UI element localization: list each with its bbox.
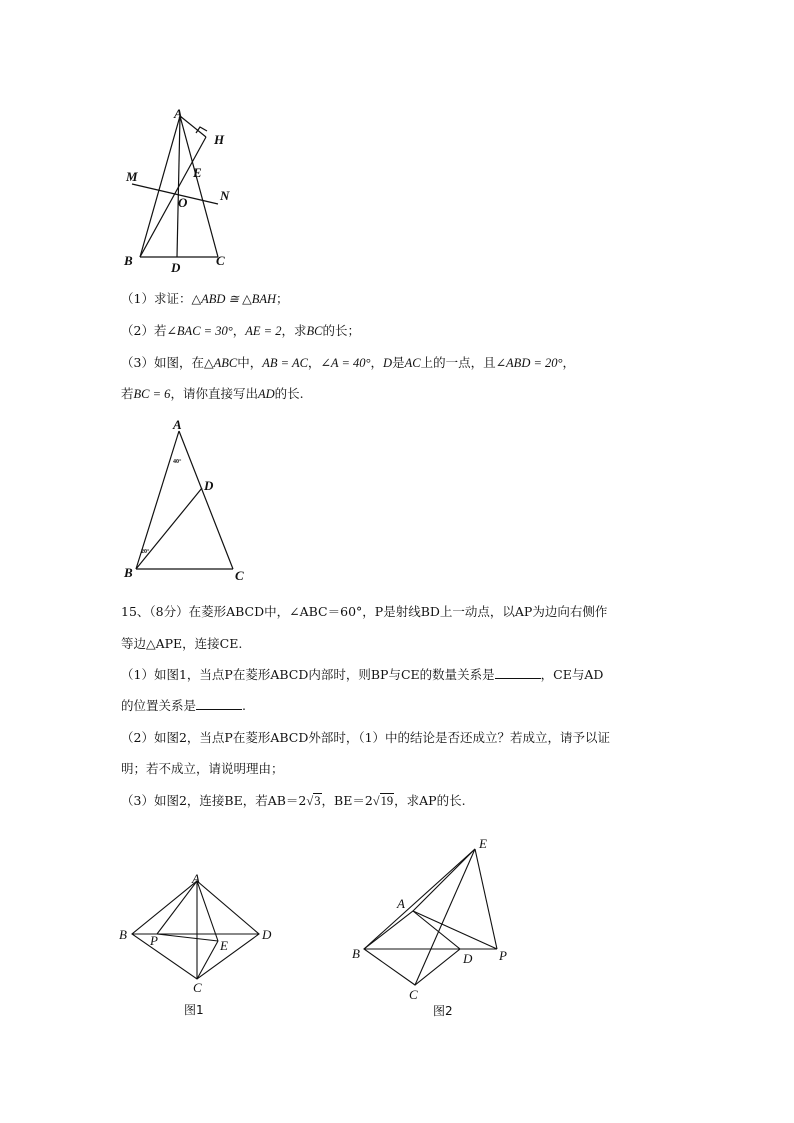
label-o: O bbox=[178, 195, 188, 210]
label-c: C bbox=[409, 987, 418, 1000]
label-h: H bbox=[214, 132, 225, 147]
label-m: M bbox=[126, 169, 138, 184]
q15-line2: 等边△APE，连接CE. bbox=[121, 636, 243, 651]
segment-be bbox=[364, 849, 475, 949]
label-b: B bbox=[352, 946, 360, 961]
angle-a-mark: 40° bbox=[173, 459, 182, 465]
rhombus-abcd bbox=[132, 881, 259, 979]
label-b: B bbox=[124, 565, 133, 580]
label-a: A bbox=[397, 896, 405, 911]
label-n: N bbox=[220, 188, 230, 203]
label-e: E bbox=[479, 836, 487, 851]
angle-b-mark: 20° bbox=[141, 549, 150, 555]
figure-rhombus-2 bbox=[345, 835, 530, 1025]
segment-ce bbox=[197, 941, 218, 979]
rhombus-abcd bbox=[364, 911, 460, 985]
answer-blank-1[interactable] bbox=[495, 666, 541, 679]
q14-part4: 若BC = 6，请你直接写出AD的长. bbox=[121, 386, 304, 401]
label-b: B bbox=[124, 253, 133, 268]
segment-ah bbox=[180, 116, 206, 137]
label-e: E bbox=[220, 938, 228, 953]
label-p: P bbox=[499, 948, 507, 963]
q14-part3: （3）如图，在△ABC中，AB = AC，∠A = 40°，D是AC上的一点，且∠ABD = 20°， bbox=[121, 355, 576, 370]
q15-part2-cont: 明；若不成立，请说明理由； bbox=[121, 761, 284, 776]
label-a: A bbox=[174, 106, 183, 121]
q14-part2: （2）若∠BAC = 30°，AE = 2，求BC的长； bbox=[121, 323, 360, 338]
line-mn bbox=[132, 184, 218, 204]
q15-part1: （1）如图1，当点P在菱形ABCD内部时，则BP与CE的数量关系是 ，CE与AD bbox=[121, 667, 604, 682]
segment-ab bbox=[140, 116, 180, 257]
segment-ep bbox=[475, 849, 497, 949]
segment-ap bbox=[157, 881, 197, 934]
segment-ae bbox=[413, 849, 475, 911]
segment-ac bbox=[179, 431, 233, 569]
label-e: E bbox=[193, 165, 202, 180]
segment-bh bbox=[140, 137, 206, 257]
segment-pe bbox=[157, 934, 218, 941]
label-d: D bbox=[463, 951, 473, 966]
answer-blank-2[interactable] bbox=[196, 697, 242, 710]
figure-caption: 图2 bbox=[433, 1004, 453, 1018]
figure-caption: 图1 bbox=[184, 1003, 204, 1017]
label-a: A bbox=[192, 871, 200, 886]
label-p: P bbox=[150, 933, 158, 948]
q14-part1: （1）求证：△ABD ≅ △BAH； bbox=[121, 291, 289, 306]
label-d: D bbox=[262, 927, 272, 942]
label-c: C bbox=[193, 980, 202, 995]
q15-line1: 15、（8分）在菱形ABCD中，∠ABC＝60°，P是射线BD上一动点，以AP为边向右侧作 bbox=[121, 604, 608, 619]
q15-part2: （2）如图2，当点P在菱形ABCD外部时，（1）中的结论是否还成立？若成立，请予以证 bbox=[121, 730, 611, 745]
segment-ac bbox=[180, 116, 218, 257]
figure-triangle-abd bbox=[115, 415, 255, 590]
q15-part3: （3）如图2，连接BE，若AB＝2√3，BE＝2√19，求AP的长. bbox=[121, 793, 466, 808]
right-angle-mark bbox=[196, 127, 207, 133]
segment-bd bbox=[136, 488, 202, 569]
figure-triangle-abh bbox=[110, 100, 250, 280]
figure-rhombus-1 bbox=[115, 868, 280, 1023]
label-c: C bbox=[235, 568, 244, 583]
label-b: B bbox=[119, 927, 127, 942]
label-d: D bbox=[204, 478, 214, 493]
label-a: A bbox=[173, 417, 182, 432]
q15-part1-cont: 的位置关系是 . bbox=[121, 698, 246, 713]
label-d: D bbox=[171, 260, 181, 275]
segment-ap bbox=[413, 911, 497, 949]
label-c: C bbox=[216, 253, 225, 268]
